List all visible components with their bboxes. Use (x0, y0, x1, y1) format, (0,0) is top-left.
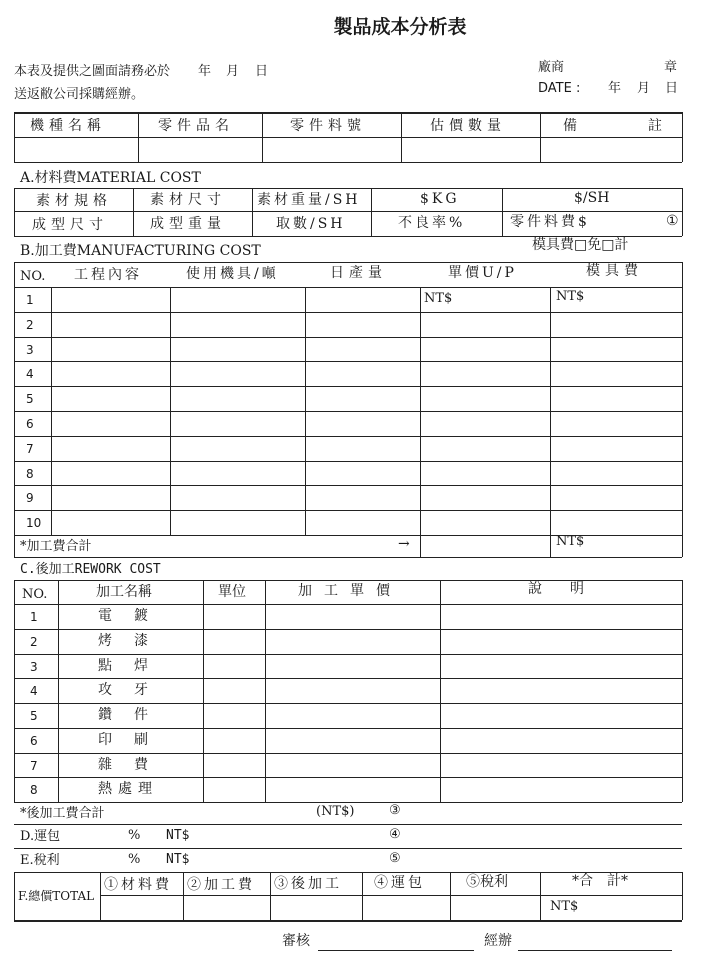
total-col-packing: ④運包 (374, 875, 425, 891)
rework-item-name: 熱處理 (98, 781, 158, 797)
rework-subtotal-label: *後加工費合計 (20, 806, 105, 821)
c-col-unit: 單位 (218, 584, 246, 600)
subtotal-arrow: → (398, 536, 410, 552)
mark-5: ⑤ (389, 851, 401, 866)
col-part-number: 零件料號 (290, 118, 366, 134)
pieces-per-sheet: 取數/SH (276, 216, 346, 232)
rework-item-name: 鑽件 (98, 707, 170, 723)
c-row-number: 5 (30, 709, 38, 723)
b-row-number: 9 (26, 491, 34, 505)
col-daily-output: 日產量 (330, 265, 387, 281)
b-row-number: 6 (26, 417, 34, 431)
mark-4: ④ (389, 827, 401, 842)
rework-item-name: 雜費 (98, 757, 170, 773)
packing-pct: % (128, 828, 141, 843)
date-label: DATE : (538, 81, 581, 96)
tax-profit-currency: NT$ (166, 852, 190, 867)
c-row-divider (14, 728, 682, 729)
molded-weight: 成型重量 (150, 216, 226, 232)
review-signature-line (318, 950, 474, 951)
unit-price-currency: NT$ (424, 291, 453, 306)
c-row-divider (14, 629, 682, 630)
note-day: 日 (255, 64, 269, 79)
b-row-number: 7 (26, 442, 34, 456)
handler-label: 經辦 (484, 933, 512, 949)
b-row-number: 4 (26, 367, 34, 381)
b-row-divider (14, 312, 682, 313)
section-b-title: B.加工費MANUFACTURING COST (20, 243, 261, 259)
total-col-tax: ⑤稅利 (466, 874, 508, 890)
c-col-no: NO. (22, 587, 48, 602)
material-size: 素材尺寸 (150, 192, 226, 208)
note-month: 月 (226, 64, 240, 79)
material-weight: 素材重量/SH (257, 192, 361, 208)
col-part-name: 零件品名 (158, 118, 234, 134)
rework-item-name: 攻牙 (98, 682, 170, 698)
date-month: 月 (637, 81, 651, 96)
mold-fee-option: 模具費□免□計 (532, 237, 629, 253)
col-unit-price: 單價U/P (448, 265, 517, 281)
molded-size: 成型尺寸 (32, 217, 108, 233)
col-remarks-1: 備 (563, 118, 577, 134)
return-note-line2: 送返敝公司採購經辦。 (14, 87, 145, 102)
total-col-sum: *合 計* (572, 873, 628, 889)
mold-fee-currency: NT$ (556, 289, 585, 304)
c-col-description: 說明 (528, 581, 612, 597)
c-row-number: 6 (30, 734, 38, 748)
packing-currency: NT$ (166, 828, 190, 843)
seal-label: 章 (664, 60, 678, 75)
tax-profit-label: E.稅利 (20, 853, 60, 868)
b-row-divider (14, 510, 682, 511)
b-row-number: 1 (26, 293, 34, 307)
c-row-number: 7 (30, 759, 38, 773)
total-label: F.總價TOTAL (18, 889, 95, 903)
col-no: NO. (20, 269, 46, 284)
c-col-unit-price: 加工單價 (298, 583, 402, 599)
col-machine: 使用機具/噸 (186, 266, 279, 282)
defect-rate: 不良率% (398, 215, 466, 231)
b-row-number: 2 (26, 318, 34, 332)
b-row-number: 3 (26, 343, 34, 357)
b-row-number: 5 (26, 392, 34, 406)
rework-item-name: 烤漆 (98, 633, 170, 649)
tax-profit-pct: % (128, 852, 141, 867)
total-col-processing: ②加工費 (187, 877, 255, 893)
rework-subtotal-currency: (NT$) (316, 804, 355, 819)
rework-item-name: 印刷 (98, 732, 170, 748)
col-remarks-2: 註 (648, 118, 662, 134)
col-process: 工程內容 (74, 267, 142, 283)
c-col-name: 加工名稱 (96, 584, 152, 600)
c-row-number: 1 (30, 610, 38, 624)
b-row-divider (14, 411, 682, 412)
packing-label: D.運包 (20, 829, 61, 844)
col-estimate-qty: 估價數量 (430, 118, 506, 134)
b-row-divider (14, 337, 682, 338)
date-day: 日 (665, 81, 679, 96)
grand-total-currency: NT$ (550, 899, 579, 914)
b-row-number: 8 (26, 467, 34, 481)
total-col-material: ①材料費 (104, 877, 172, 893)
c-row-divider (14, 753, 682, 754)
mark-3: ③ (389, 803, 401, 818)
return-note-line1: 本表及提供之圖面請務必於 (14, 64, 171, 79)
col-mold-fee: 模具費 (586, 263, 643, 279)
mark-1: ① (666, 213, 679, 229)
part-material-fee: 零件料費$ (510, 214, 590, 230)
c-row-number: 4 (30, 684, 38, 698)
rework-item-name: 點焊 (98, 658, 170, 674)
review-label: 審核 (282, 933, 310, 949)
note-year: 年 (198, 64, 212, 79)
page-title: 製品成本分析表 (333, 16, 467, 38)
b-row-number: 10 (26, 516, 42, 530)
c-row-number: 8 (30, 783, 38, 797)
date-year: 年 (608, 81, 622, 96)
material-spec: 素材規格 (36, 193, 112, 209)
section-c-title: C.後加工REWORK COST (20, 562, 161, 577)
c-row-number: 3 (30, 660, 38, 674)
section-a-title: A.材料費MATERIAL COST (20, 170, 201, 186)
b-row-divider (14, 436, 682, 437)
c-row-divider (14, 678, 682, 679)
handler-signature-line (518, 950, 672, 951)
processing-subtotal-label: *加工費合計 (20, 539, 92, 554)
vendor-label: 廠商 (538, 60, 565, 75)
b-row-divider (14, 485, 682, 486)
c-row-number: 2 (30, 635, 38, 649)
c-row-divider (14, 703, 682, 704)
price-per-kg: $KG (420, 191, 460, 207)
b-row-divider (14, 461, 682, 462)
price-per-sheet: $/SH (574, 190, 610, 206)
b-row-divider (14, 361, 682, 362)
processing-subtotal-currency: NT$ (556, 534, 585, 549)
col-model-name: 機種名稱 (30, 118, 106, 134)
c-row-divider (14, 654, 682, 655)
c-row-divider (14, 777, 682, 778)
total-col-rework: ③後加工 (274, 876, 342, 892)
rework-item-name: 電鍍 (98, 608, 170, 624)
b-row-divider (14, 386, 682, 387)
